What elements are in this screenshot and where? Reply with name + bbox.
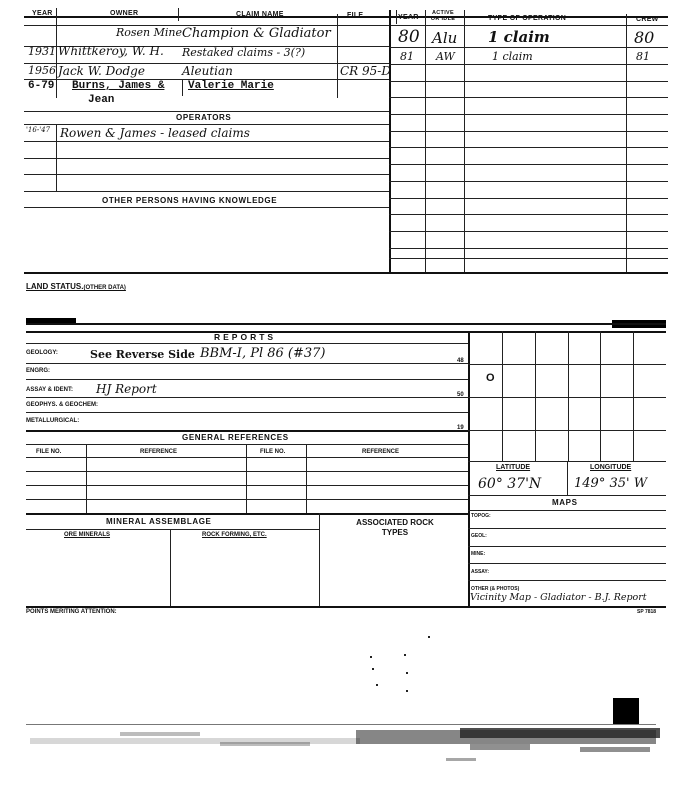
claim-row-3-year: 6-79 — [28, 80, 55, 92]
report-engrg-label: ENGRG: — [26, 368, 50, 374]
other-persons-label: OTHER PERSONS HAVING KNOWLEDGE — [102, 196, 278, 205]
land-status-title: LAND STATUS. — [26, 282, 84, 291]
general-references-title: GENERAL REFERENCES — [182, 433, 289, 442]
report-geology-hand: BBM-I, Pl 86 (#37) — [200, 346, 326, 361]
activity-header-type: TYPE OF OPERATION — [488, 15, 567, 22]
latitude-value: 60° 37'N — [478, 476, 542, 492]
claim-row-4-owner: Jean — [88, 94, 115, 106]
gen-ref-header-file-no-1: FILE NO. — [36, 449, 62, 455]
maps-geol-label: GEOL: — [471, 533, 487, 539]
gen-ref-header-reference-1: REFERENCE — [140, 449, 178, 455]
col-header-owner: OWNER — [110, 10, 139, 17]
claim-row-2-file: CR 95-D — [340, 64, 391, 78]
rock-forming-label: ROCK FORMING, ETC. — [202, 532, 267, 538]
col-header-year: YEAR — [32, 10, 53, 17]
claim-row-0-owner: Rosen Mine — [116, 26, 183, 39]
claim-row-0-claim-name: Champion & Gladiator — [182, 26, 331, 41]
points-meriting-attention-label: POINTS MERITING ATTENTION: — [26, 609, 117, 615]
maps-mine-label: MINE: — [471, 551, 486, 557]
claim-row-2-claim-name: Aleutian — [182, 64, 233, 78]
report-assay-num: 50 — [457, 392, 464, 398]
activity-header-active: ACTIVE OR IDLE — [430, 10, 456, 22]
mineral-assemblage-title: MINERAL ASSEMBLAGE — [106, 517, 212, 526]
associated-rock-types-label: ASSOCIATED ROCK TYPES — [356, 518, 434, 537]
activity-header-year: YEAR — [398, 14, 419, 21]
operator-0-text: Rowen & James - leased claims — [60, 126, 250, 140]
grid-marker: O — [486, 372, 495, 384]
maps-other-value: Vicinity Map - Gladiator - B.J. Report — [470, 592, 647, 603]
claim-row-2-year: 1956 — [28, 64, 56, 77]
maps-topog-label: TOPOG: — [471, 513, 491, 519]
activity-row-0-active: Alu — [432, 29, 458, 47]
gen-ref-header-reference-2: REFERENCE — [362, 449, 400, 455]
col-header-claim-name: CLAIM NAME — [236, 11, 284, 18]
claim-row-3-claim-name: Valerie Marie — [188, 80, 274, 92]
longitude-label: LONGITUDE — [590, 464, 632, 471]
col-header-file: FILE — [347, 12, 364, 19]
operators-label: OPERATORS — [176, 113, 232, 122]
report-geology-label: GEOLOGY: — [26, 350, 58, 356]
report-metallurgical-label: METALLURGICAL: — [26, 418, 80, 424]
reports-title: REPORTS — [214, 332, 277, 342]
activity-row-0-type: 1 claim — [488, 28, 550, 46]
claim-row-2-owner: Jack W. Dodge — [58, 64, 145, 78]
maps-title: MAPS — [552, 498, 578, 507]
activity-row-1-crew: 81 — [636, 50, 650, 63]
report-assay-hand: HJ Report — [96, 382, 157, 396]
report-geology-num: 48 — [457, 358, 464, 364]
activity-row-1-active: AW — [436, 50, 455, 63]
maps-assay-label: ASSAY: — [471, 569, 490, 575]
longitude-value: 149° 35' W — [574, 476, 648, 491]
activity-row-0-year: 80 — [398, 27, 420, 47]
claim-row-1-year: 1931 — [28, 45, 56, 58]
report-geophys-label: GEOPHYS. & GEOCHEM: — [26, 402, 99, 408]
maps-other-label: OTHER (& PHOTOS) — [471, 586, 520, 592]
activity-header-crew: CREW — [636, 16, 659, 23]
ore-minerals-label: ORE MINERALS — [64, 532, 111, 538]
report-assay-label: ASSAY & IDENT: — [26, 387, 74, 393]
report-metallurgical-num: 19 — [457, 425, 464, 431]
activity-row-0-crew: 80 — [634, 28, 655, 47]
latitude-label: LATITUDE — [496, 464, 531, 471]
claim-row-1-owner: Whittkeroy, W. H. — [58, 44, 164, 58]
report-geology-value: See Reverse Side — [90, 348, 195, 361]
land-status-label — [26, 276, 126, 294]
claim-row-3-owner: Burns, James & — [72, 80, 165, 92]
form-number: SP 7818 — [637, 609, 657, 615]
gen-ref-header-file-no-2: FILE NO. — [260, 449, 286, 455]
claim-row-1-claim-name: Restaked claims - 3(?) — [182, 46, 306, 59]
activity-row-1-type: 1 claim — [492, 50, 533, 63]
land-status-sub: (OTHER DATA) — [83, 285, 126, 291]
activity-row-1-year: 81 — [400, 50, 414, 63]
operator-0-year: '16-'47 — [26, 126, 51, 134]
